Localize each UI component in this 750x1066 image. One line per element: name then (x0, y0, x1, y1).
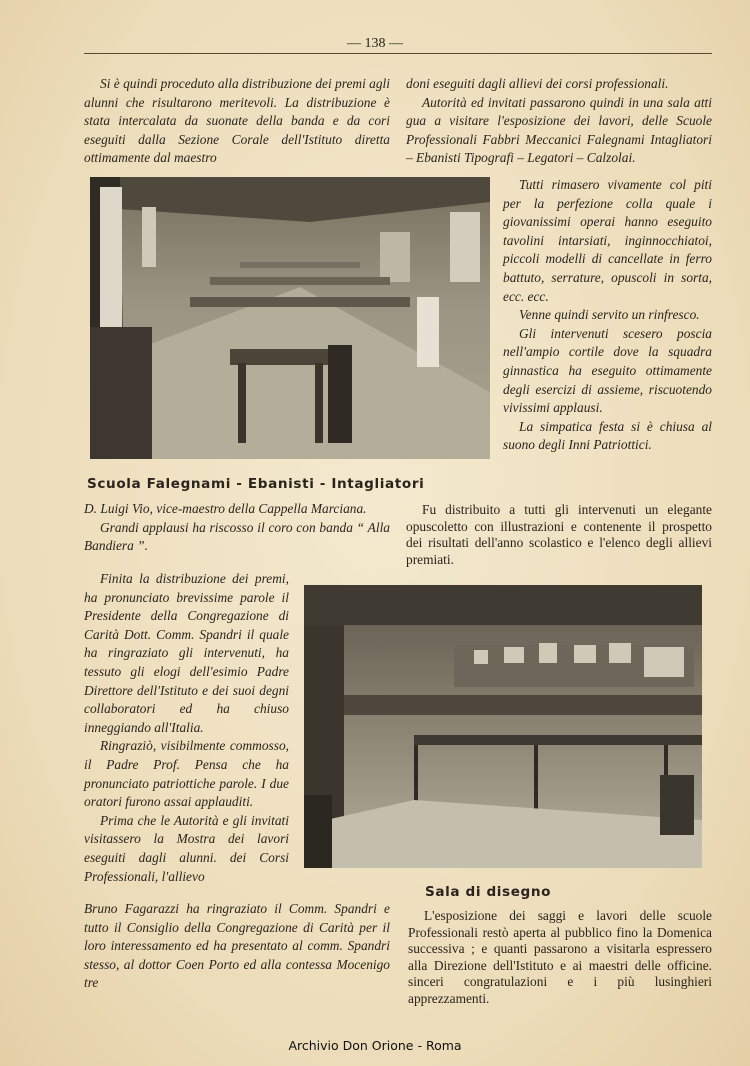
caption-workshop: Scuola Falegnami - Ebanisti - Intagliatori (87, 476, 425, 492)
paragraph: Autorità ed invitati passarono quindi in una sala atti gua a visitare l'esposizione dei lavori, delle Scuole Professionali Fabbri Meccanici Falegnami Intagliatori – Ebanisti Tipografi – Legatori – Calzolai. (406, 94, 712, 166)
paragraph: Si è quindi proceduto alla distribuzione dei premi agli alunni che risultarono meritevoli. La distribuzione è stata intercalata da suonate della banda e da cori eseguiti dalla Sezione Corale dell'Istituto diretta ottimamente dal maestro (84, 76, 390, 166)
paragraph: Fu distribuito a tutti gli intervenuti un elegante opuscoletto con illustrazioni e contenente il prospetto dei risultati dell'anno scolastico e l'elenco degli allievi premiati. (406, 502, 712, 567)
paragraph: Tutti rimasero vivamente col piti per la perfezione colla quale i giovanissimi operai hanno eseguito tavolini intarsiati, inginnocchiatoi, piccoli modelli di cancellate in ferro battuto, serrature, opuscoli in sorta, ecc. ecc. (503, 177, 712, 304)
paragraph: doni eseguiti dagli allievi dei corsi professionali. (406, 76, 669, 91)
photo-carpentry-workshop (90, 177, 490, 459)
col-right-top (406, 75, 712, 168)
col-left-mid (84, 500, 390, 556)
page-number: — 138 — (347, 36, 403, 51)
paragraph: Venne quindi servito un rinfresco. (519, 307, 700, 323)
paragraph: Ringraziò, visibilmente commosso, il Padre Prof. Pensa che ha pronunciato patriottiche parole. I due oratori furono assai applauditi. (84, 738, 289, 810)
header-rule (84, 53, 712, 54)
caption-drawing-room: Sala di disegno (425, 884, 552, 900)
col-left-bottom (84, 900, 390, 993)
photo-drawing-room (304, 585, 702, 868)
paragraph: Grandi applausi ha riscosso il coro con banda “ Alla Bandiera ”. (84, 519, 390, 554)
paragraph: L'esposizione dei saggi e lavori delle scuole Professionali restò aperta al pubblico fino la Domenica successiva ; e quanti passarono a visitarla espressero alla Direzione dell'Istituto e ai maestri delle officine. sinceri congratulazioni e i più lusinghieri apprezzamenti. (408, 908, 712, 1006)
col-left-narrow (84, 570, 289, 886)
paragraph: Gli intervenuti scesero poscia nell'ampio cortile dove la squadra ginnastica ha eseguito ottimamente degli esercizi di assieme, riscuotendo vivissimi applausi. (503, 325, 712, 416)
paragraph: D. Luigi Vio, vice-maestro della Cappella Marciana. (84, 501, 367, 516)
paragraph: Bruno Fagarazzi ha ringraziato il Comm. Spandri e tutto il Consiglio della Congregazione di Carità per il loro interessamento ed ha presentato al comm. Spandri stesso, al dottor Coen Porto ed alla contessa Mocenigo tre (84, 901, 390, 991)
col-right-mid (406, 502, 712, 568)
photo-carpentry-workshop-image (90, 177, 490, 459)
paragraph: Prima che le Autorità e gli invitati visitassero la Mostra dei lavori eseguiti dagli alunni. dei Corsi Professionali, l'allievo (84, 812, 289, 884)
paragraph: Finita la distribuzione dei premi, ha pronunciato brevissime parole il Presidente della Congregazione di Carità Dott. Comm. Spandri il quale ha ringraziato gli intervenuti, ha tessuto gli elogi dell'esimio Padre Direttore dell'Istituto e dei suoi degni collaboratori ed ha chiuso inneggiando all'Italia. (84, 571, 289, 735)
col-left-top (84, 75, 390, 168)
col-right-bottom (408, 908, 712, 1007)
archive-footer: Archivio Don Orione - Roma (288, 1038, 462, 1053)
paragraph: La simpatica festa si è chiusa al suono degli Inni Patriottici. (503, 418, 712, 453)
col-side-text (503, 176, 712, 455)
photo-drawing-room-image (304, 585, 702, 868)
